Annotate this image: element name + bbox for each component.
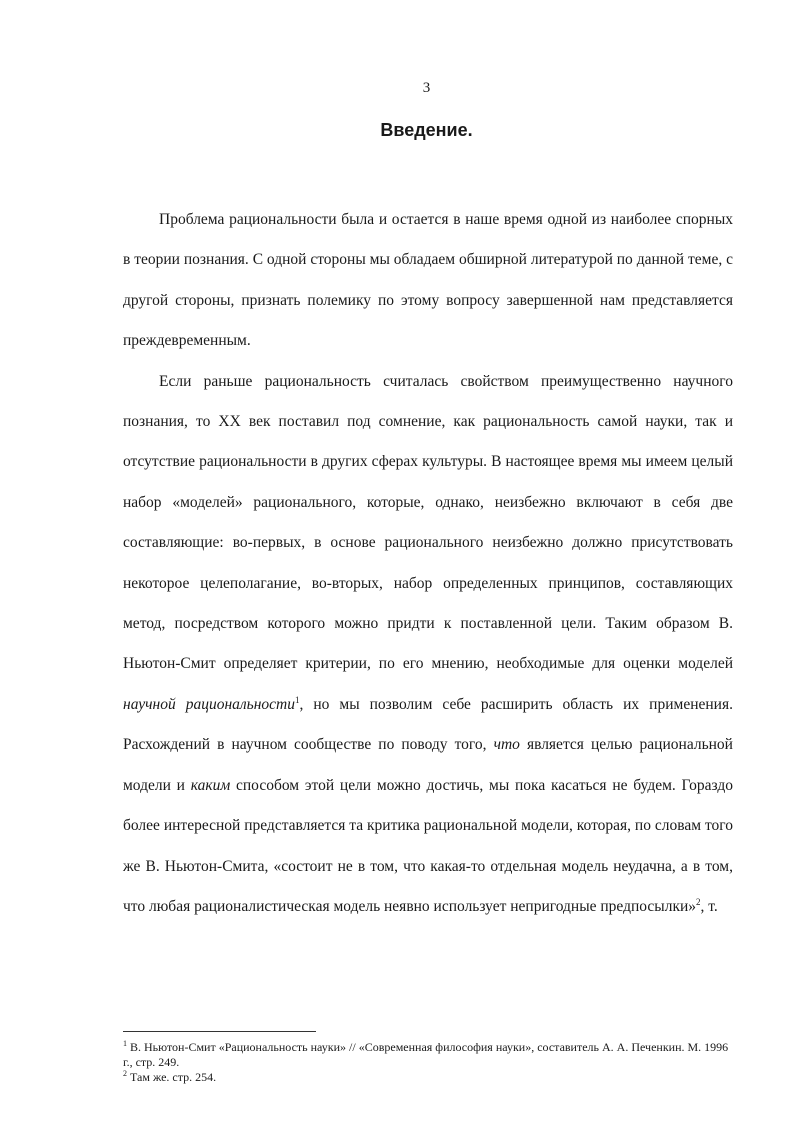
footnote-1 bbox=[123, 1040, 733, 1070]
italic-scientific-rationality: научной рациональности bbox=[123, 695, 295, 713]
footnote-divider bbox=[123, 1031, 316, 1032]
footnote-text-2: Там же. стр. 254. bbox=[127, 1070, 217, 1084]
paragraph-1: Проблема рациональности была и остается в наше время одной из наиболее спорных в теории познания. С одной стороны мы обладаем обширной литературой по данной теме, с другой стороны, признать полемику по этому вопросу завершенной нам представляется преждевременным. bbox=[123, 211, 733, 350]
footnote-2 bbox=[123, 1070, 733, 1085]
paragraph-2-part-2: , но мы позволим себе расширить область их применения. Расхождений в научном сообществе по поводу того, bbox=[123, 695, 733, 754]
italic-which-way: каким bbox=[190, 776, 231, 794]
paragraph-2-part-1: Если раньше рациональность считалась свойством преимущественно научного познания, то XX век поставил под сомнение, как рациональность самой науки, так и отсутствие рациональности в других сферах культуры. В настоящее время мы имеем целый набор «моделей» рационального, которые, однако, неизбежно включают в себя две составляющие: во-первых, в основе рационального неизбежно должно присутствовать некоторое целеполагание, во-вторых, набор определенных принципов, составляющих метод, посредством которого можно придти к поставленной цели. Таким образом В. Ньютон-Смит определяет критерии, по его мнению, необходимые для оценки моделей bbox=[123, 372, 733, 673]
main-text bbox=[123, 200, 733, 927]
footnote-text-1: В. Ньютон-Смит «Рациональность науки» // «Современная философия науки», составитель А. А. Печенкин. М. 1996 г., стр. 249. bbox=[123, 1040, 729, 1069]
footnote-ref-1[interactable]: 1 bbox=[294, 694, 300, 705]
footnote-mark-1: 1 bbox=[123, 1039, 127, 1048]
footnotes bbox=[123, 1040, 733, 1085]
footnote-mark-2: 2 bbox=[123, 1069, 127, 1078]
paragraph-2-part-3: является целью рациональной модели и bbox=[123, 736, 733, 794]
italic-what: что bbox=[493, 736, 520, 754]
paragraph-2-part-5: , т. bbox=[700, 897, 718, 915]
paragraph-2-part-4: способом этой цели можно достичь, мы пока касаться не будем. Гораздо более интересной представляется та критика рациональной модели, которая, по словам того же В. Ньютон-Смита, «состоит не в том, что какая-то отдельная модель неудачна, а в том, что любая рационалистическая модель неявно использует непригодные предпосылки» bbox=[123, 776, 733, 915]
page-title: Введение. bbox=[380, 120, 473, 140]
page-number: 3 bbox=[422, 80, 431, 96]
paragraph-2 bbox=[123, 362, 733, 928]
footnote-ref-2[interactable]: 2 bbox=[696, 896, 701, 907]
